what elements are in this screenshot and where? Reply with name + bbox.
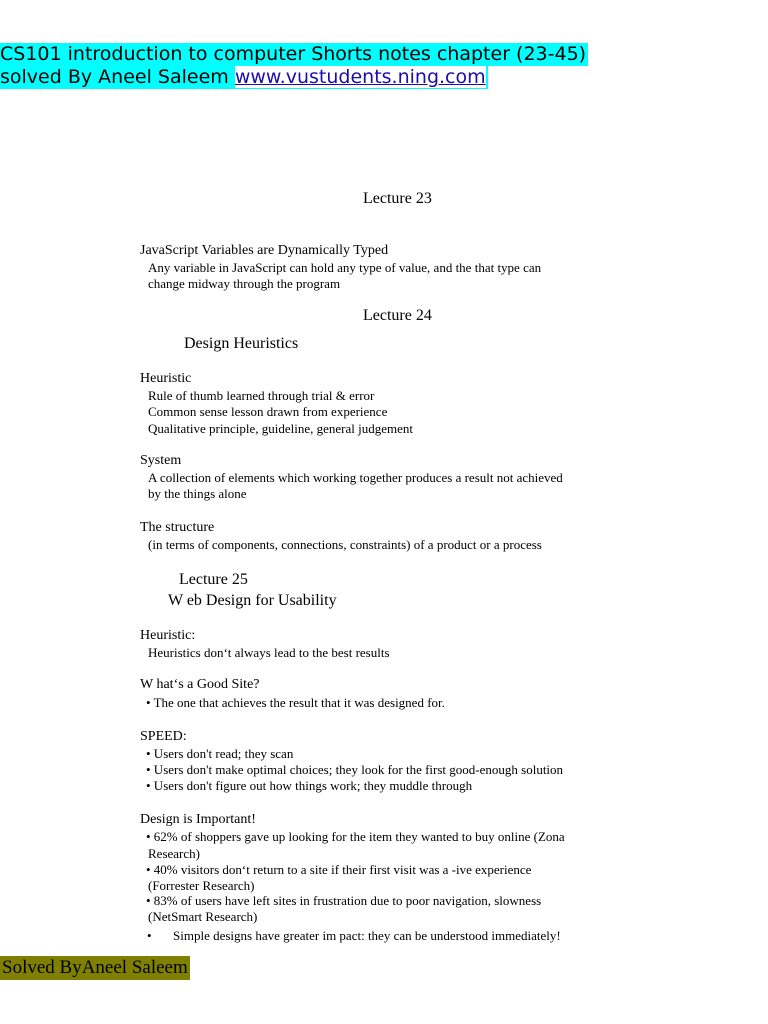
system-heading: System (140, 453, 182, 468)
design-line: • 62% of shoppers gave up looking for the item they wanted to buy online (Zona (146, 829, 565, 844)
speed-line: • Users don't make optimal choices; they look for the first good-enough solution (146, 762, 564, 777)
good-site-heading: W hat‘s a Good Site? (140, 677, 260, 692)
lecture-23-line: Any variable in JavaScript can hold any type of value, and the that type can (148, 260, 542, 275)
design-last-bullet: • (147, 928, 152, 943)
heuristic-line: Qualitative principle, guideline, general judgement (148, 421, 413, 436)
author-credit: solved By Aneel Saleem (0, 66, 229, 88)
heuristic-25-heading: Heuristic: (140, 628, 196, 643)
lecture-25-subtitle: W eb Design for Usability (168, 592, 337, 609)
speed-heading: SPEED: (140, 729, 187, 744)
system-line: A collection of elements which working together produces a result not achieved (148, 470, 563, 485)
good-site-line: • The one that achieves the result that it was designed for. (146, 695, 445, 710)
lecture-23-heading: JavaScript Variables are Dynamically Typed (140, 243, 389, 258)
speed-line: • Users don't figure out how things work; they muddle through (146, 778, 473, 793)
design-line: • 40% visitors don‘t return to a site if their first visit was a -ive experience (146, 862, 532, 877)
document-title-line-1: CS101 introduction to computer Shorts notes chapter (23-45) (0, 43, 587, 65)
design-line: (Forrester Research) (148, 878, 255, 893)
design-heading: Design is Important! (140, 812, 256, 827)
document-title-line-2 (0, 66, 488, 89)
lecture-23-title: Lecture 23 (363, 190, 432, 207)
design-line: Research) (148, 846, 200, 861)
system-line: by the things alone (148, 486, 247, 501)
design-line: • 83% of users have left sites in frustration due to poor navigation, slowness (146, 893, 542, 908)
speed-line: • Users don't read; they scan (146, 746, 294, 761)
lecture-24-title: Lecture 24 (363, 307, 432, 324)
design-last-line: Simple designs have greater im pact: they can be understood immediately! (173, 928, 561, 943)
design-line: (NetSmart Research) (148, 909, 258, 924)
lecture-23-line: change midway through the program (148, 276, 341, 291)
footer-credit: Solved ByAneel Saleem (2, 957, 188, 978)
heuristic-line: Rule of thumb learned through trial & error (148, 388, 375, 403)
website-link[interactable]: www.vustudents.ning.com (234, 66, 486, 88)
heuristic-heading: Heuristic (140, 371, 192, 386)
structure-line: (in terms of components, connections, constraints) of a product or a process (148, 537, 542, 552)
heuristic-line: Common sense lesson drawn from experience (148, 404, 388, 419)
lecture-25-title: Lecture 25 (179, 571, 248, 588)
lecture-24-subtitle: Design Heuristics (184, 335, 299, 352)
structure-heading: The structure (140, 520, 215, 535)
heuristic-25-line: Heuristics don‘t always lead to the best results (148, 645, 390, 660)
